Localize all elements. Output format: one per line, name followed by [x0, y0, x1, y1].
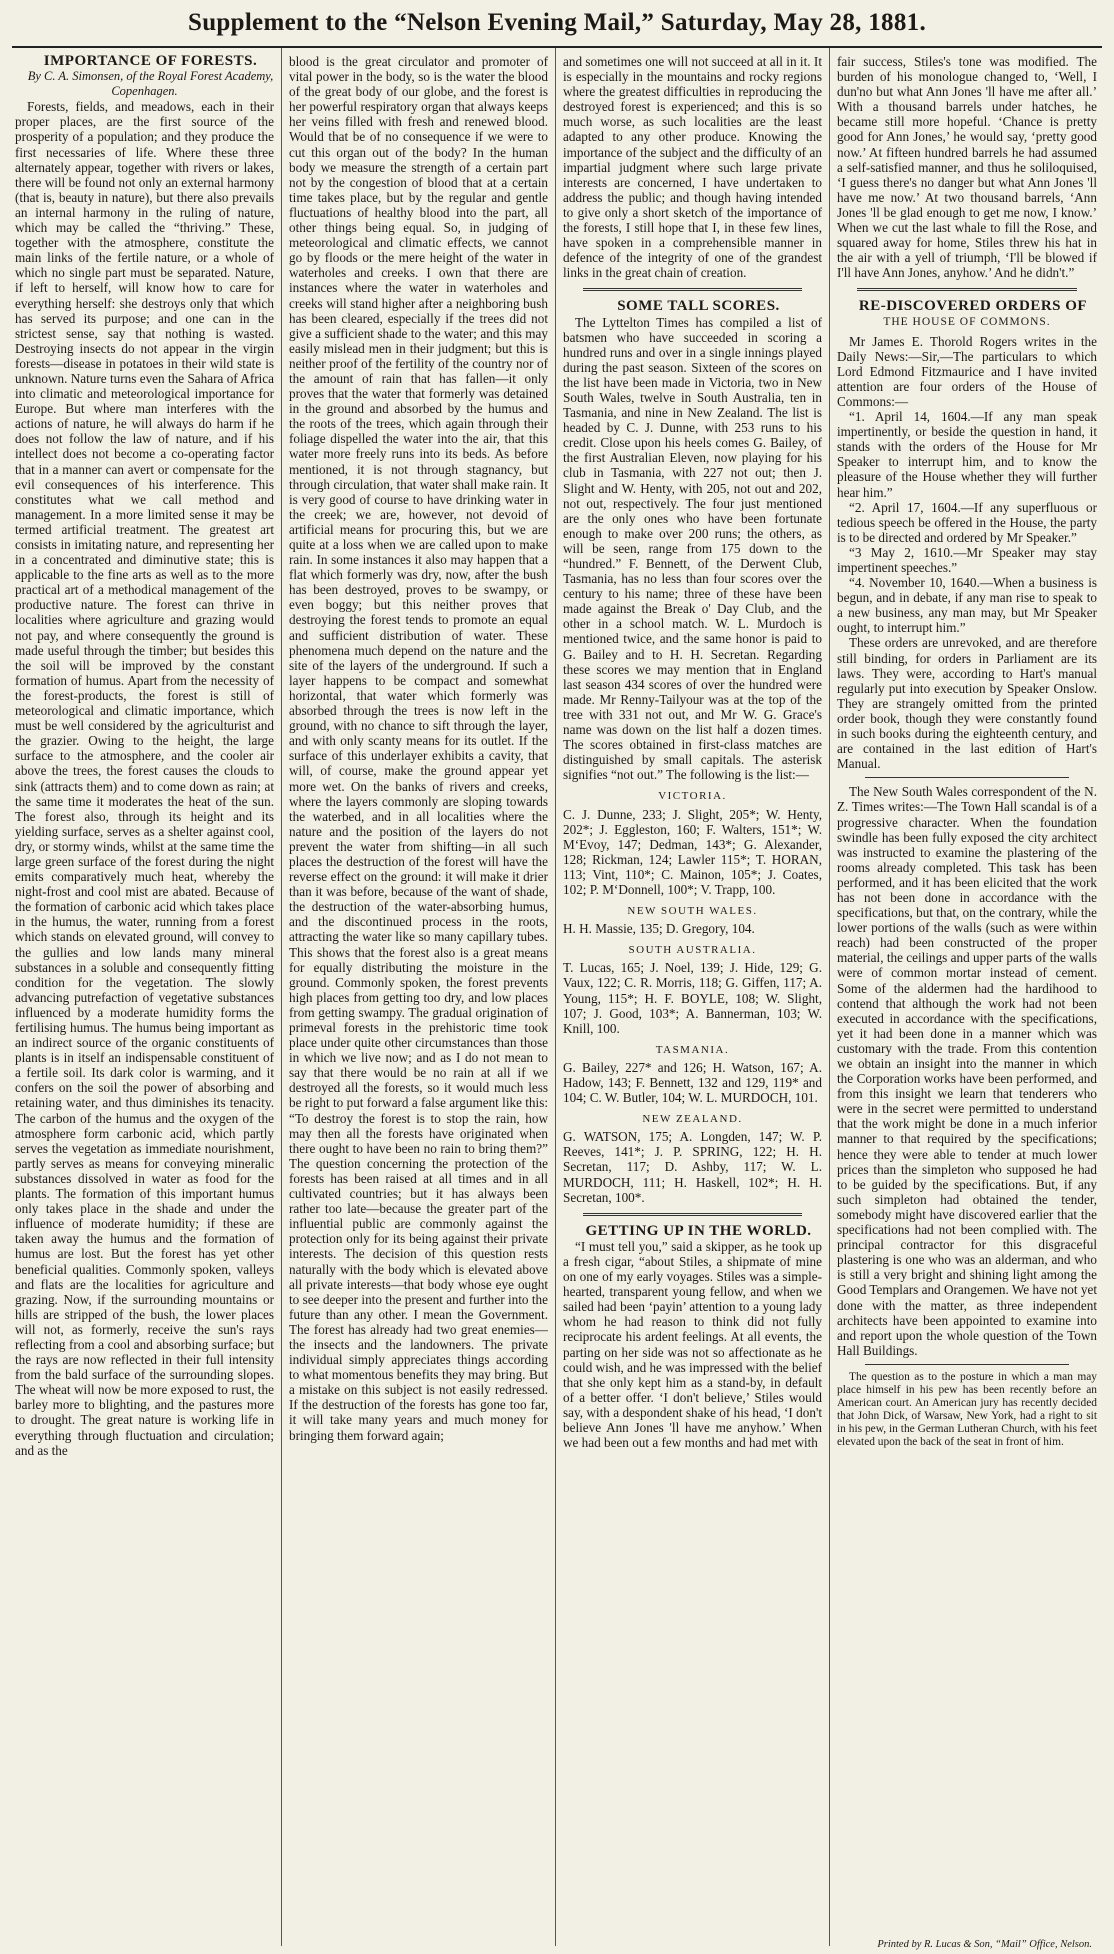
orders-paragraph: “4. November 10, 1640.—When a business is begun, and in debate, if any man rise to speak to a new business, any man may, but Mr Speaker ought, to interrupt him.” — [837, 575, 1097, 636]
state-scores: C. J. Dunne, 233; J. Slight, 205*; W. Henty, 202*; J. Eggleston, 160; F. Walters, 151*; W. M‘Evoy, 147; Dedman, 143*; G. Alexander, 128; Rickman, 124; Lawler 115*; T. HORAN, 113; Vint, 110*; C. Mainon, 105*; J. Coates, 102; P. M‘Donnell, 100*; V. Trapp, 100. — [563, 806, 822, 897]
tall-scores-intro: The Lyttelton Times has compiled a list of batsmen who have succeeded in scoring a hundred runs and over in a single innings played during the past season. Sixteen of the scores on the list have been made in Victoria, two in New South Wales, twelve in South Australia, ten in Tasmania, and nine in New Zealand. The list is headed by C. J. Dunne, with 253 runs to his credit. Close upon his heels comes G. Bailey, of the first Australian Eleven, now playing for his club in Tasmania, with 227 not out; then J. Slight and W. Henty, with 205, not out and 202, not out, respectively. The four just mentioned are the only ones who have been fortunate enough to make over 200 runs; the others, as will be seen, range from 175 down to the “hundred.” F. Bennett, of the Derwent Club, Tasmania, has no less than four scores over the century to his name; three of these have been made against the Break o' Day Club, and the other in a school match. W. L. Murdoch is mentioned twice, and the same honor is paid to G. Bailey and to H. H. Secretan. Regarding these scores we may mention that in England last season 434 scores of over the hundred were made. Mr Renny-Tailyour was at the top of the tree with 331 not out, and Mr W. G. Grace's name was down on the list half a dozen times. The scores obtained in first-class matches are distinguished by small capitals. The asterisk signifies “not out.” The following is the list:— — [563, 314, 822, 783]
state-heading: SOUTH AUSTRALIA. — [628, 944, 757, 957]
pew-paragraph: The question as to the posture in which a man may place himself in his pew has been recently before an American court. An American jury has recently decided that John Dick, of Warsaw, New York, had a right to sit in his pew, in the German Lutheran Church, with his feet elevated upon the back of the seat in front of him. — [837, 1370, 1097, 1448]
state-heading: NEW ZEALAND. — [642, 1113, 743, 1126]
section-divider — [583, 1213, 802, 1216]
forests-paragraph-3: and sometimes one will not succeed at all in it. It is especially in the mountains and rocky regions where the greatest difficulties in reproducing the destroyed forest is experienced; and this is so much worse, as such localities are the least adapted to any other produce. Knowing the importance of the subject and the difficulty of an impartial judgment where such large private interests are concerned, I have undertaken to address the public; and though having intended to give only a short sketch of the importance of the forests, I still hope that I, in these few lines, have spoken in a comprehensible manner in defence of the integrity of one of the grandest links in the great chain of creation. — [563, 54, 822, 281]
forests-paragraph-2: blood is the great circulator and promoter of vital power in the body, so is the water the blood of the great body of our globe, and the forest is her powerful respiratory organ that always keeps her veins filled with fresh and renewed blood. Would that be of no consequence if we were to cut this organ out of the body? In the human body we measure the strength of a certain part not by the congestion of blood that at a certain time takes place, but by the regular and gentle fluctuations of healthy blood into the part, all other things being equal. So, in judging of meteorological and climatic effects, we cannot go by floods or the mere height of the water in waterholes and creeks. I own that there are instances where the water in waterholes and creeks will stand higher after a neighboring bush has been cleared, especially if the trees did not give a sufficient shade to the water; and this may easily mislead men in their judgment; but this is neither proof of the fertility of the country nor of the amount of rain that has fallen—it only proves that the water that formerly was detained in the ground and absorbed by the humus and the roots of the trees, which again through their foliage dispelled the water into the air, that this water more freely runs into its beds. As before mentioned, it is not through stagnancy, but through circulation, that water shall make rain. It is very good of course to have drinking water in the creek; we are, however, not devoid of artificial means for procuring this, but we are quite at a loss when we are called upon to make rain. In some instances it also may happen that a flat which formerly was dry, now, after the bush has been destroyed, proves to be swampy, or even boggy; but this neither proves that destroying the forest tends to promote an equal and sufficient distribution of water. These phenomena much depend on the nature and the site of the layers of the underground. If such a layer happens to be compact and somewhat horizontal, that water which formerly was absorbed through the trees is now left in the ground, with no chance to sift through the layer, and with only scanty means for its outlet. If the surface of this underlayer exhibits a cavity, that will, of course, make the ground appear yet more wet. On the banks of rivers and creeks, where the layers commonly are sloping towards the waterbed, and in all localities where the nature and the position of the layers do not prevent the water from shifting—in all such places the destruction of the forest will have the reverse effect on the ground: it will make it drier than it was before, because of the want of shade, the destruction of the water-absorbing humus, and the discontinued process in the roots, attracting the water like so many capillary tubes. This shows that the forest also is a great means for equally distributing the moisture in the ground. Commonly spoken, the forest prevents high places from getting too dry, and low places from getting swampy. The gradual origination of primeval forests in the prehistoric time took place under quite other circumstances than those in which we live now; and as I do not mean to say that there would be no rain at all if we destroyed all the forests, so it would much less be right to put forward a false argument like this: “To destroy the forest is to stop the rain, how may then all the forests have originated when there ought to have been no rain to bring them?” The question concerning the protection of the forests has been raised at all times and in all cultivated countries; but it has always been rather too late—because the greater part of the influential public are commonly against the protection only for its being against their private interests. The decision of this question rests naturally with the body which is elevated above all private interests—that body whose eye ought to see deeper into the present and further into the future than any other. I mean the Government. The forest has already had two great enemies—the insects and the landowners. The private individual simply appreciates things according to what momentous benefits they may bring. But a mistake on this subject is not easily redressed. If the destruction of the forests has gone too far, it will take many years and much money for bringing them forward again; — [289, 54, 548, 1443]
printer-imprint: Printed by R. Lucas & Son, “Mail” Office, Nelson. — [877, 1939, 1092, 1950]
section-divider — [583, 288, 802, 291]
section-divider — [865, 777, 1069, 778]
state-scores: H. H. Massie, 135; D. Gregory, 104. — [563, 921, 755, 937]
forests-title: IMPORTANCE OF FORESTS. — [43, 53, 258, 69]
orders-paragraph: “2. April 17, 1604.—If any superfluous or tedious speech be offered in the House, the party is to be directed and ordered by Mr Speaker.” — [837, 499, 1097, 545]
column-3 — [556, 48, 830, 1946]
column-1 — [8, 48, 282, 1946]
section-divider — [865, 1364, 1069, 1365]
masthead — [12, 0, 1102, 48]
getting-up-title: GETTING UP IN THE WORLD. — [585, 1222, 812, 1239]
orders-paragraph: These orders are unrevoked, and are therefore still binding, for orders in Parliament are its laws. They were, according to Hart's manual regularly put into execution by Speaker Onslow. They are strangely omitted from the printed order book, though they were constantly found in such books during the eighteenth century, and are contained in the last edition of Hart's Manual. — [837, 635, 1097, 772]
town-hall-paragraph: The New South Wales correspondent of the N. Z. Times writes:—The Town Hall scandal is of a progressive character. When the foundation swindle has been fully exposed the city architect was instructed to examine the plastering of the rooms already completed. This task has been performed, and it has been elicited that the work has not been done in accordance with the specifications, but that, on the contrary, while the lower portions of the walls (such as were within reach) had been constructed of the proper material, the ceilings and upper parts of the walls were of common mortar instead of cement. Some of the aldermen had the hardihood to contend that although the work had not been executed in accordance with the specifications, yet it had been done in a manner which was customary with the trade. From this contention we obtain an insight into the manner in which the Corporation works have been performed, and from this insight we learn that tenderers who were in the secret were permitted to understand that the work might be done in a much inferior manner to that required by the specifications; hence they were able to tender at much lower prices than the simpleton who supposed he had to be guided by the specifications. But, if any such simpleton had obtained the tender, somebody might have discovered earlier that the specifications had not been complied with. The principal contractor for this disgraceful plastering is one who was an alderman, and who is still a very bright and shining light among the Good Templars and Orangemen. We have not yet done with the matter, as three independent architects have been appointed to examine into and report upon the whole question of the Town Hall Buildings. — [837, 784, 1097, 1358]
section-divider — [857, 288, 1077, 291]
orders-subtitle: THE HOUSE OF COMMONS. — [883, 315, 1051, 328]
orders-paragraph: “3 May 2, 1610.—Mr Speaker may stay impertinent speeches.” — [837, 544, 1097, 575]
getting-up-paragraph-1: “I must tell you,” said a skipper, as he took up a fresh cigar, “about Stiles, a shipmate of mine on one of my early voyages. Stiles was a simple-hearted, transparent young fellow, and when we sailed had been ‘payin’ attention to a young lady whom he had reason to think did not fully reciprocate his ardent feelings. At all events, the parting on her side was not so affectionate as he could wish, and he was impressed with the belief that she only kept him as a stand-by, in default of a better offer. ‘I don't believe,’ Stiles would say, with a despondent shake of his head, ‘I don't believe Ann Jones 'll have me anyhow.’ When we had been out a few months and had met with — [563, 1238, 822, 1451]
column-2 — [282, 48, 556, 1946]
orders-paragraph: Mr James E. Thorold Rogers writes in the Daily News:—Sir,—The particulars to which Lord Edmond Fitzmaurice and I have invited attention are four orders of the House of Commons:— — [837, 333, 1097, 409]
tall-scores-title: SOME TALL SCORES. — [617, 298, 780, 315]
orders-title: RE-DISCOVERED ORDERS OF — [858, 298, 1088, 315]
forests-byline: By C. A. Simonsen, of the Royal Forest Academy, Copenhagen. — [27, 69, 274, 99]
column-4 — [830, 48, 1104, 1946]
state-scores: G. Bailey, 227* and 126; H. Watson, 167; A. Hadow, 143; F. Bennett, 132 and 129, 119* and 104; C. W. Butler, 104; W. L. MURDOCH, 101. — [563, 1059, 822, 1106]
columns — [8, 48, 1106, 1946]
state-scores: T. Lucas, 165; J. Noel, 139; J. Hide, 129; G. Vaux, 122; C. R. Morris, 118; G. Giffen, 117; A. Young, 115*; H. F. BOYLE, 108; W. Slight, 107; J. Good, 103*; A. Bannerman, 103; W. Knill, 100. — [563, 960, 822, 1036]
getting-up-paragraph-2: fair success, Stiles's tone was modified. The burden of his monologue changed to, ‘Well, I dun'no but what Ann Jones 'll have me after all.’ With a thousand barrels under hatches, he became still more hopeful. ‘Chance is pretty good for Ann Jones,’ he would say, ‘pretty good now.’ At fifteen hundred barrels he had assumed a self-satisfied manner, and thus he soliloquised, ‘I guess there's no danger but what Ann Jones 'll have me now.’ At two thousand barrels, ‘Ann Jones 'll be glad enough to get me now, I know.’ When we cut the last whale to fill the Rose, and squared away for home, Stiles threw his hat in the air with a yell of triumph, ‘I'll be blowed if I'll have Ann Jones, anyhow.’ And he didn't.” — [837, 54, 1097, 281]
state-scores: G. WATSON, 175; A. Longden, 147; W. P. Reeves, 141*; J. P. SPRING, 122; H. H. Secretan, 117; D. Ashby, 117; W. L. MURDOCH, 111; H. Haskell, 102*; H. H. Secretan, 100*. — [563, 1129, 822, 1205]
masthead-title: Supplement to the “Nelson Evening Mail,” Saturday, May 28, 1881. — [188, 9, 926, 36]
state-heading: TASMANIA. — [655, 1043, 730, 1056]
state-heading: VICTORIA. — [658, 790, 727, 803]
forests-paragraph-1: Forests, fields, and meadows, each in their proper places, are the first source of the prosperity of a population; and they produce the first necessaries of life. Where these three alternately appear, together with rivers or lakes, there will be found not only an external harmony (that is, beauty in nature), but there also prevails an internal harmony in the ruling of nature, which may be called the “thriving.” These, together with the atmosphere, constitute the main links of the fertile nature, or a whole of which no single part must be separated. Nature, if left to herself, will know how to care for everything herself: she destroys only that which has served its purpose; and one can in the strictest sense, say that nothing is wasted. Destroying insects do not appear in the virgin forests—disease in potatoes in their wild state is unknown. Nature turns even the Sahara of Africa into climatic and meteorological importance for Europe. But where man interferes with the actions of nature, he will always do harm if he does not follow the law of nature, and if his intellect does not become a co-operating factor that in a manner can avert or compensate for the evil consequences of his interference. This constitutes what we call method and management. In a more limited sense it may be termed artificial treatment. The greatest art consists in imitating nature, and representing her in a concentrated and diminutive state; this is applicable to the fine arts as well as to the more practical art of a methodical management of the productive nature. The forest can thrive in localities where agriculture and grazing would not pay, and where consequently the ground is made useful through the timber; but besides this the soil will be improved by the constant formation of humus. Apart from the necessity of the forest-products, the forest is still of meteorological and climatic importance, which must be well considered by the agriculturist and the grazier. Owing to the height, the large surface to the atmosphere, and the cooler air above the trees, the forest causes the clouds to sink (attracts them) and to come down as rain; at the same time it moderates the heat of the sun. The forest also, through its height and its yielding surface, serves as a shelter against cool, dry, or stormy winds, whilst at the same time the large green surface of the forest during the night emits comparatively much heat, whereby the night-frost and cool mist are abated. Because of the formation of carbonic acid which takes place in the humus, the water, running from a forest which stands on elevated ground, will convey to the gullies and low lands many mineral substances in a soluble and consequently fitting condition for the vegetation. The slowly advancing putrefaction of vegetative substances influenced by a moderate humidity forms the fertilising humus. The humus being important as an indirect source of the organic constituents of plants is in itself an indispensable constituent of a fertile soil. Its dark color is warming, and it confers on the soil the power of absorbing and retaining water, and thus diminishes its tenacity. The carbon of the humus and the oxygen of the atmosphere form carbonic acid, which partly serves the vegetation as immediate nourishment, partly serves as means for conveying mineralic substances dissolved in water as food for the plants. The formation of this important humus only takes place in the shade and under the influence of moderate humidity; if these are taken away the humus and the formation of humus are lost. But the forest has yet other beneficial qualities. Commonly spoken, valleys and flats are the localities for agriculture and grazing. Now, if the surrounding mountains or hills are stripped of the bush, the lower places will not, as formerly, receive the sun's rays reflecting from a cool and absorbing surface; but the rays are now reflected in their full intensity from the bald surface of the surrounding slopes. The wheat will now be more exposed to rust, the barley more to blighting, and the pastures more to drought. The great nature is working life in everything through fluctuation and circulation; and as the — [15, 99, 274, 1458]
orders-paragraph: “1. April 14, 1604.—If any man speak impertinently, or beside the question in hand, it stands with the orders of the House for Mr Speaker to interrupt him, and to know the pleasure of the House whether they will further hear him.” — [837, 409, 1097, 500]
state-heading: NEW SOUTH WALES. — [627, 905, 758, 918]
